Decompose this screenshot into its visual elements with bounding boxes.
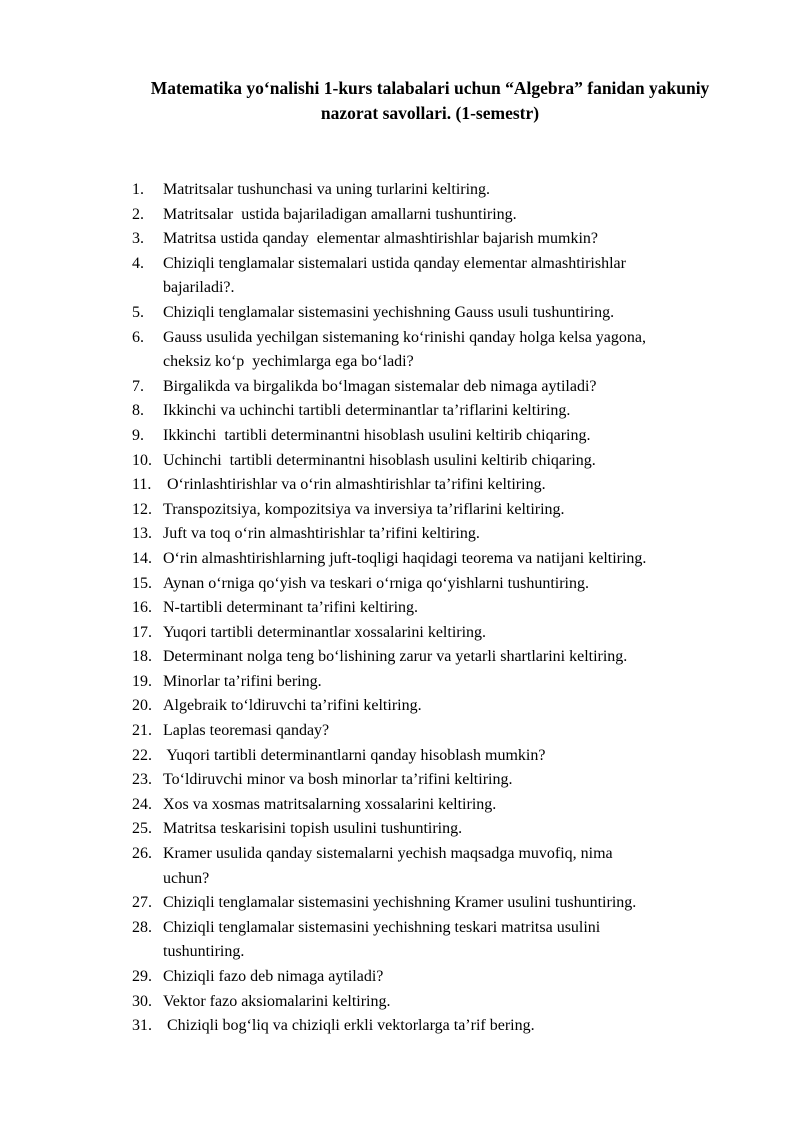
- question-number: 17.: [132, 623, 152, 641]
- question-item: [132, 375, 742, 400]
- question-text: [163, 178, 742, 203]
- question-text-line: Minorlar ta’rifini bering.: [163, 672, 322, 690]
- question-number: 20.: [132, 697, 152, 715]
- question-number: 1.: [132, 181, 144, 198]
- question-text-line: cheksiz ko‘p yechimlarga ega bo‘ladi?: [163, 353, 414, 371]
- question-item: [132, 473, 742, 498]
- question-item: [132, 1014, 742, 1039]
- question-number: 31.: [132, 1017, 152, 1035]
- question-item: [132, 817, 742, 842]
- question-text-line: Matritsalar ustida bajariladigan amallarni tushuntiring.: [163, 205, 517, 223]
- question-item: [132, 522, 742, 547]
- question-text-line: Yuqori tartibli determinantlarni qanday hisoblash mumkin?: [163, 746, 546, 764]
- question-text-line: Yuqori tartibli determinantlar xossalarini keltiring.: [163, 623, 487, 641]
- question-text-line: Chiziqli tenglamalar sistemalari ustida qanday elementar almashtirishlar: [163, 254, 626, 272]
- question-item: [132, 916, 742, 965]
- question-text: [163, 301, 742, 326]
- question-number: 6.: [132, 328, 144, 346]
- page-title: [110, 76, 750, 126]
- question-item: [132, 498, 742, 523]
- questions-list: [132, 178, 742, 1039]
- question-number: 21.: [132, 722, 152, 740]
- question-number: 26.: [132, 845, 152, 863]
- question-text: [163, 449, 742, 474]
- question-item: [132, 596, 742, 621]
- question-text-line: Matritsalar tushunchasi va uning turlarini keltiring.: [163, 181, 491, 198]
- question-number: 7.: [132, 377, 144, 395]
- question-item: [132, 252, 742, 301]
- question-item: [132, 449, 742, 474]
- question-text-line: tushuntiring.: [163, 943, 245, 961]
- question-text-line: Matritsa ustida qanday elementar almashtirishlar bajarish mumkin?: [163, 230, 598, 248]
- question-item: [132, 768, 742, 793]
- question-number: 19.: [132, 672, 152, 690]
- question-number: 2.: [132, 205, 144, 223]
- question-item: [132, 744, 742, 769]
- question-text-line: Aynan o‘rniga qo‘yish va teskari o‘rniga qo‘yishlarni tushuntiring.: [163, 574, 589, 592]
- question-item: [132, 547, 742, 572]
- question-item: [132, 572, 742, 597]
- question-number: 23.: [132, 771, 152, 789]
- question-text: [163, 498, 742, 523]
- question-item: [132, 399, 742, 424]
- title-line-1: Matematika yo‘nalishi 1-kurs talabalari uchun “Algebra” fanidan yakuniy: [150, 78, 710, 98]
- question-text: [163, 399, 742, 424]
- question-text-line: Transpozitsiya, kompozitsiya va inversiya ta’riflarini keltiring.: [163, 500, 565, 518]
- question-number: 25.: [132, 820, 152, 838]
- question-text: [163, 424, 742, 449]
- question-text-line: Chiziqli tenglamalar sistemasini yechishning Gauss usuli tushuntiring.: [163, 303, 615, 321]
- question-number: 27.: [132, 894, 152, 912]
- question-item: [132, 965, 742, 990]
- question-text: [163, 572, 742, 597]
- question-item: [132, 424, 742, 449]
- question-text-line: uchun?: [163, 869, 210, 887]
- question-number: 4.: [132, 254, 144, 272]
- question-item: [132, 719, 742, 744]
- question-text: [163, 203, 742, 228]
- question-number: 5.: [132, 303, 144, 321]
- question-text: [163, 793, 742, 818]
- question-text: [163, 252, 742, 301]
- question-text-line: Uchinchi tartibli determinantni hisoblash usulini keltirib chiqaring.: [163, 451, 596, 469]
- question-item: [132, 842, 742, 891]
- question-text-line: Chiziqli fazo deb nimaga aytiladi?: [163, 968, 384, 985]
- question-text-line: N-tartibli determinant ta’rifini keltiring.: [163, 599, 419, 617]
- question-text-line: To‘ldiruvchi minor va bosh minorlar ta’rifini keltiring.: [163, 771, 513, 789]
- question-item: [132, 645, 742, 670]
- title-line-2: nazorat savollari. (1-semestr): [320, 103, 540, 123]
- question-number: 9.: [132, 426, 144, 444]
- question-text: [163, 645, 742, 670]
- question-number: 24.: [132, 795, 152, 813]
- question-text: [163, 547, 742, 572]
- question-text-line: O‘rin almashtirishlarning juft-toqligi haqidagi teorema va natijani keltiring.: [163, 549, 647, 567]
- question-number: 13.: [132, 525, 152, 543]
- question-number: 15.: [132, 574, 152, 592]
- question-text-line: Xos va xosmas matritsalarning xossalarini keltiring.: [163, 795, 497, 813]
- question-text-line: Laplas teoremasi qanday?: [163, 722, 330, 740]
- question-item: [132, 990, 742, 1015]
- question-text: [163, 990, 742, 1015]
- question-item: [132, 621, 742, 646]
- question-number: 18.: [132, 648, 152, 666]
- question-number: 16.: [132, 599, 152, 617]
- question-text-line: bajariladi?.: [163, 279, 235, 297]
- question-text-line: Determinant nolga teng bo‘lishining zarur va yetarli shartlarini keltiring.: [163, 648, 628, 666]
- question-text-line: Ikkinchi va uchinchi tartibli determinantlar ta’riflarini keltiring.: [163, 402, 571, 420]
- question-text: [163, 621, 742, 646]
- question-text: [163, 891, 742, 916]
- question-item: [132, 670, 742, 695]
- question-number: 14.: [132, 549, 152, 567]
- question-text-line: Chiziqli tenglamalar sistemasini yechishning teskari matritsa usulini: [163, 918, 601, 936]
- question-number: 10.: [132, 451, 152, 469]
- question-text: [163, 965, 742, 990]
- question-text-line: Algebraik to‘ldiruvchi ta’rifini keltiring.: [163, 697, 422, 715]
- question-text-line: Juft va toq o‘rin almashtirishlar ta’rifini keltiring.: [163, 525, 480, 543]
- question-item: [132, 326, 742, 375]
- question-text: [163, 1014, 742, 1039]
- question-number: 28.: [132, 918, 152, 936]
- question-item: [132, 891, 742, 916]
- question-item: [132, 227, 742, 252]
- question-text: [163, 916, 742, 965]
- question-number: 30.: [132, 992, 152, 1010]
- question-text-line: Chiziqli tenglamalar sistemasini yechishning Kramer usulini tushuntiring.: [163, 894, 637, 912]
- question-text-line: Matritsa teskarisini topish usulini tushuntiring.: [163, 820, 463, 838]
- question-text-line: Chiziqli bog‘liq va chiziqli erkli vektorlarga ta’rif bering.: [163, 1017, 535, 1035]
- question-text-line: Ikkinchi tartibli determinantni hisoblash usulini keltirib chiqaring.: [163, 426, 591, 444]
- question-item: [132, 793, 742, 818]
- question-text: [163, 842, 742, 891]
- question-text-line: Vektor fazo aksiomalarini keltiring.: [163, 992, 391, 1010]
- question-number: 3.: [132, 230, 144, 248]
- question-text: [163, 694, 742, 719]
- question-text: [163, 326, 742, 375]
- question-text: [163, 522, 742, 547]
- question-text-line: O‘rinlashtirishlar va o‘rin almashtirishlar ta’rifini keltiring.: [163, 476, 546, 494]
- question-item: [132, 694, 742, 719]
- question-text: [163, 596, 742, 621]
- question-text-line: Kramer usulida qanday sistemalarni yechish maqsadga muvofiq, nima: [163, 845, 613, 863]
- question-text-line: Birgalikda va birgalikda bo‘lmagan sistemalar deb nimaga aytiladi?: [163, 377, 597, 395]
- question-item: [132, 203, 742, 228]
- question-item: [132, 301, 742, 326]
- question-item: [132, 178, 742, 203]
- question-number: 22.: [132, 746, 152, 764]
- question-number: 29.: [132, 968, 152, 985]
- question-number: 12.: [132, 500, 152, 518]
- question-number: 11.: [132, 476, 152, 494]
- question-text: [163, 227, 742, 252]
- question-text: [163, 473, 742, 498]
- question-text: [163, 670, 742, 695]
- question-text: [163, 719, 742, 744]
- question-text: [163, 768, 742, 793]
- question-number: 8.: [132, 402, 144, 420]
- question-text: [163, 744, 742, 769]
- question-text: [163, 375, 742, 400]
- question-text-line: Gauss usulida yechilgan sistemaning ko‘rinishi qanday holga kelsa yagona,: [163, 328, 647, 346]
- question-text: [163, 817, 742, 842]
